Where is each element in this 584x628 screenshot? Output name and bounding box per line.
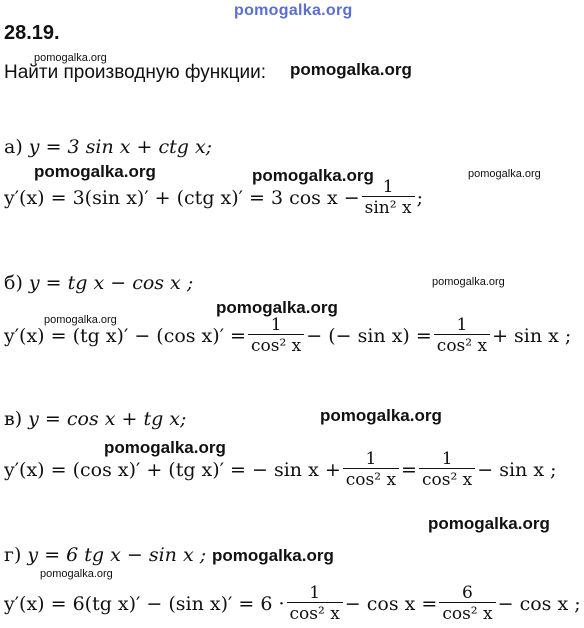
solution-middle: = <box>401 459 417 481</box>
fraction <box>287 584 343 624</box>
solution-tail: + sin x ; <box>492 325 572 347</box>
watermark: pomogalka.org <box>320 406 442 425</box>
fraction-numerator: 1 <box>441 449 453 469</box>
part-b-given <box>4 272 193 294</box>
watermark: pomogalka.org <box>34 162 156 181</box>
part-d-solution <box>4 584 581 624</box>
fraction <box>419 450 475 490</box>
watermark: pomogalka.org <box>428 514 550 533</box>
watermark: pomogalka.org <box>252 166 374 185</box>
part-label: а) <box>4 136 23 158</box>
part-label: в) <box>4 408 23 430</box>
watermark: pomogalka.org <box>468 168 541 180</box>
fraction-denominator: cos² x <box>419 468 475 490</box>
watermark: pomogalka.org <box>40 568 113 580</box>
fraction <box>343 450 399 490</box>
problem-number: 28.19. <box>4 22 60 44</box>
fraction-numerator: 1 <box>382 177 394 197</box>
fraction-denominator: cos² x <box>439 602 495 624</box>
solution-expression: y′(x) = 3(sin x)′ + (ctg x)′ = 3 cos x − <box>4 187 360 209</box>
fraction-numerator: 1 <box>270 315 282 335</box>
watermark-top: pomogalka.org <box>234 2 353 19</box>
part-d-given <box>4 544 206 566</box>
given-expression: y = cos x + tg x; <box>28 408 187 430</box>
solution-tail: − sin x ; <box>477 459 557 481</box>
solution-middle: − (− sin x) = <box>306 325 432 347</box>
fraction <box>434 316 490 356</box>
watermark: pomogalka.org <box>216 298 338 317</box>
fraction <box>248 316 304 356</box>
solution-tail: ; <box>416 187 423 209</box>
fraction-numerator: 1 <box>456 315 468 335</box>
fraction-numerator: 1 <box>309 583 321 603</box>
fraction-denominator: cos² x <box>287 602 343 624</box>
fraction-numerator: 6 <box>462 583 473 603</box>
fraction-numerator: 1 <box>365 449 377 469</box>
part-c-solution <box>4 450 557 490</box>
watermark: pomogalka.org <box>104 438 226 457</box>
part-a-solution <box>4 178 423 218</box>
watermark: pomogalka.org <box>432 276 505 288</box>
part-label: б) <box>4 272 23 294</box>
fraction <box>439 584 495 624</box>
fraction-denominator: cos² x <box>248 334 304 356</box>
given-expression: y = 3 sin x + ctg x; <box>28 136 213 158</box>
solution-expression: y′(x) = 6(tg x)′ − (sin x)′ = 6 · <box>4 593 285 615</box>
part-b-solution <box>4 316 571 356</box>
fraction-denominator: cos² x <box>434 334 490 356</box>
part-c-given <box>4 408 186 430</box>
fraction-denominator: cos² x <box>343 468 399 490</box>
watermark: pomogalka.org <box>34 52 107 64</box>
fraction <box>362 178 415 218</box>
solution-middle: − cos x = <box>344 593 438 615</box>
part-a-given <box>4 136 212 158</box>
watermark: pomogalka.org <box>44 314 117 326</box>
fraction-denominator: sin² x <box>362 196 415 218</box>
watermark: pomogalka.org <box>290 60 412 79</box>
given-expression: y = 6 tg x − sin x ; <box>27 544 207 566</box>
part-label: г) <box>4 544 22 566</box>
solution-expression: y′(x) = (cos x)′ + (tg x)′ = − sin x + <box>4 459 341 481</box>
watermark: pomogalka.org <box>212 546 334 565</box>
given-expression: y = tg x − cos x ; <box>28 272 194 294</box>
solution-tail: − cos x ; <box>497 593 581 615</box>
problem-task: Найти производную функции: <box>4 62 266 83</box>
solution-expression: y′(x) = (tg x)′ − (cos x)′ = <box>4 325 246 347</box>
